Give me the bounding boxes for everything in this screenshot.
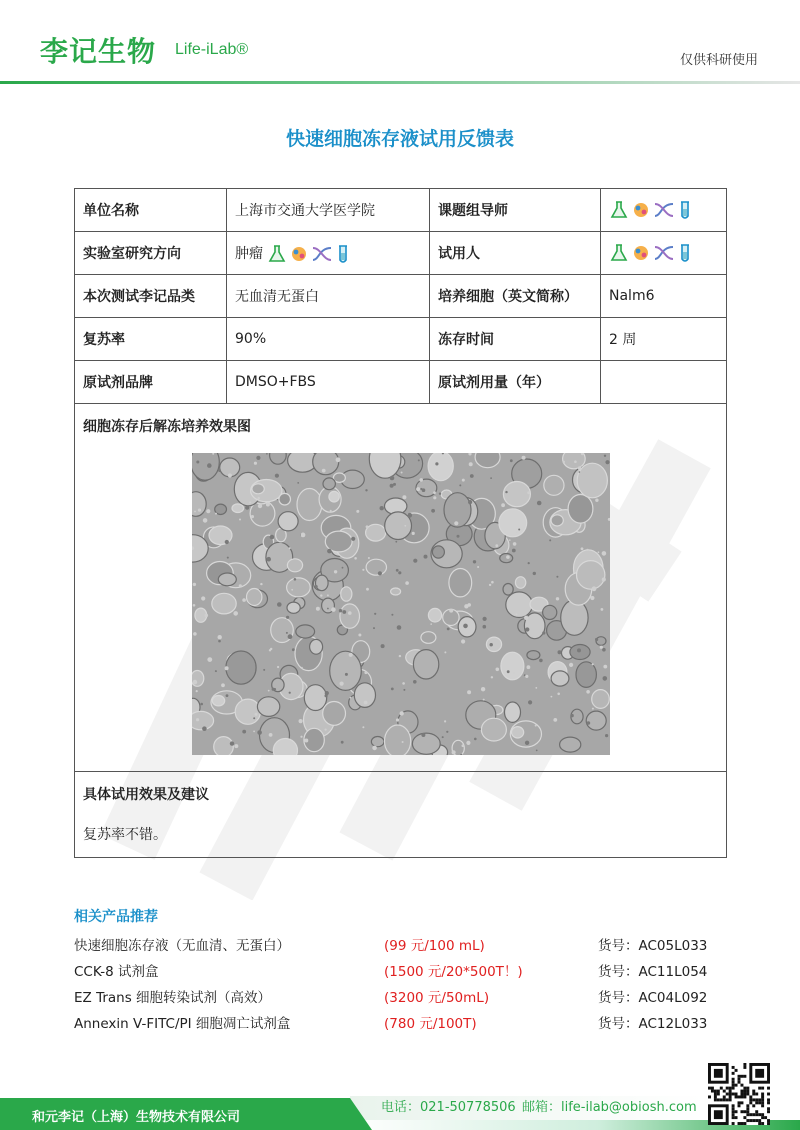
- value-original-usage: [601, 361, 727, 404]
- cell-culture-micrograph: [192, 453, 610, 755]
- value-research-direction: [227, 232, 430, 275]
- label-test-category: 本次测试李记品类: [75, 275, 227, 318]
- dna-icon: [311, 245, 333, 263]
- research-use-note: 仅供科研使用: [679, 53, 758, 68]
- beaker-icon: [336, 244, 350, 264]
- label-supervisor: 课题组导师: [430, 189, 601, 232]
- feedback-table: [74, 188, 727, 858]
- product-code: 货号：AC04L092: [598, 990, 708, 1006]
- flask-icon: [609, 200, 629, 220]
- list-item: [74, 934, 726, 956]
- value-test-category: 无血清无蛋白: [227, 275, 430, 318]
- table-row: [75, 318, 727, 361]
- dna-icon: [653, 244, 675, 262]
- flask-icon: [267, 244, 287, 264]
- molecule-icon: [290, 245, 308, 263]
- product-name: Annexin V-FITC/PI 细胞凋亡试剂盒: [74, 1016, 291, 1032]
- value-unit-name: 上海市交通大学医学院: [227, 189, 430, 232]
- footer-company-name: 和元李记（上海）生物技术有限公司: [32, 1110, 241, 1125]
- beaker-icon: [678, 200, 692, 220]
- beaker-icon: [678, 243, 692, 263]
- table-row: [75, 275, 727, 318]
- table-row: [75, 404, 727, 772]
- research-direction-text: 肿瘤: [235, 245, 263, 262]
- label-recovery-rate: 复苏率: [75, 318, 227, 361]
- product-code: 货号：AC05L033: [598, 938, 708, 954]
- photo-section: [75, 404, 727, 772]
- label-freeze-time: 冻存时间: [430, 318, 601, 361]
- footer-phone: 电话：021-50778506: [381, 1100, 516, 1115]
- label-unit-name: 单位名称: [75, 189, 227, 232]
- related-products-title: 相关产品推荐: [74, 909, 158, 925]
- table-row: [75, 189, 727, 232]
- brand-logo-cn: 李记生物: [40, 35, 157, 68]
- value-supervisor: [601, 189, 727, 232]
- label-research-direction: 实验室研究方向: [75, 232, 227, 275]
- value-original-brand: DMSO+FBS: [227, 361, 430, 404]
- redacted-icons: [267, 244, 350, 264]
- molecule-icon: [632, 244, 650, 262]
- product-price: (1500 元/20*500T！): [384, 964, 523, 980]
- product-name: 快速细胞冻存液（无血清、无蛋白）: [74, 938, 290, 954]
- label-trial-user: 试用人: [430, 232, 601, 275]
- product-name: CCK-8 试剂盒: [74, 964, 159, 980]
- list-item: [74, 1012, 726, 1034]
- advice-section: [75, 772, 727, 858]
- label-culture-cell: 培养细胞（英文简称）: [430, 275, 601, 318]
- redacted-icons: [609, 243, 692, 263]
- header-divider: [0, 81, 800, 84]
- product-name: EZ Trans 细胞转染试剂（高效）: [74, 990, 272, 1006]
- value-trial-user: [601, 232, 727, 275]
- advice-section-title: 具体试用效果及建议: [83, 787, 209, 803]
- redacted-icons: [609, 200, 692, 220]
- photo-section-title: 细胞冻存后解冻培养效果图: [83, 419, 251, 435]
- product-price: (99 元/100 mL): [384, 938, 485, 954]
- label-original-usage: 原试剂用量（年）: [430, 361, 601, 404]
- list-item: [74, 960, 726, 982]
- list-item: [74, 986, 726, 1008]
- value-recovery-rate: 90%: [227, 318, 430, 361]
- brand-logo-en: Life-iLab®: [175, 41, 249, 58]
- product-code: 货号：AC12L033: [598, 1016, 708, 1032]
- page-header: [0, 0, 800, 84]
- advice-text: 复苏率不错。: [83, 827, 167, 843]
- product-code: 货号：AC11L054: [598, 964, 708, 980]
- footer-email[interactable]: 邮箱：life-ilab@obiosh.com: [522, 1100, 697, 1115]
- qr-code-icon: [708, 1063, 770, 1125]
- value-freeze-time: 2 周: [601, 318, 727, 361]
- value-culture-cell: Nalm6: [601, 275, 727, 318]
- flask-icon: [609, 243, 629, 263]
- table-row: [75, 361, 727, 404]
- product-price: (3200 元/50mL): [384, 990, 490, 1006]
- molecule-icon: [632, 201, 650, 219]
- table-row: [75, 772, 727, 858]
- dna-icon: [653, 201, 675, 219]
- micrograph-image: [192, 453, 610, 755]
- document-title: 快速细胞冻存液试用反馈表: [285, 128, 514, 150]
- label-original-brand: 原试剂品牌: [75, 361, 227, 404]
- table-row: [75, 232, 727, 275]
- product-price: (780 元/100T): [384, 1016, 477, 1032]
